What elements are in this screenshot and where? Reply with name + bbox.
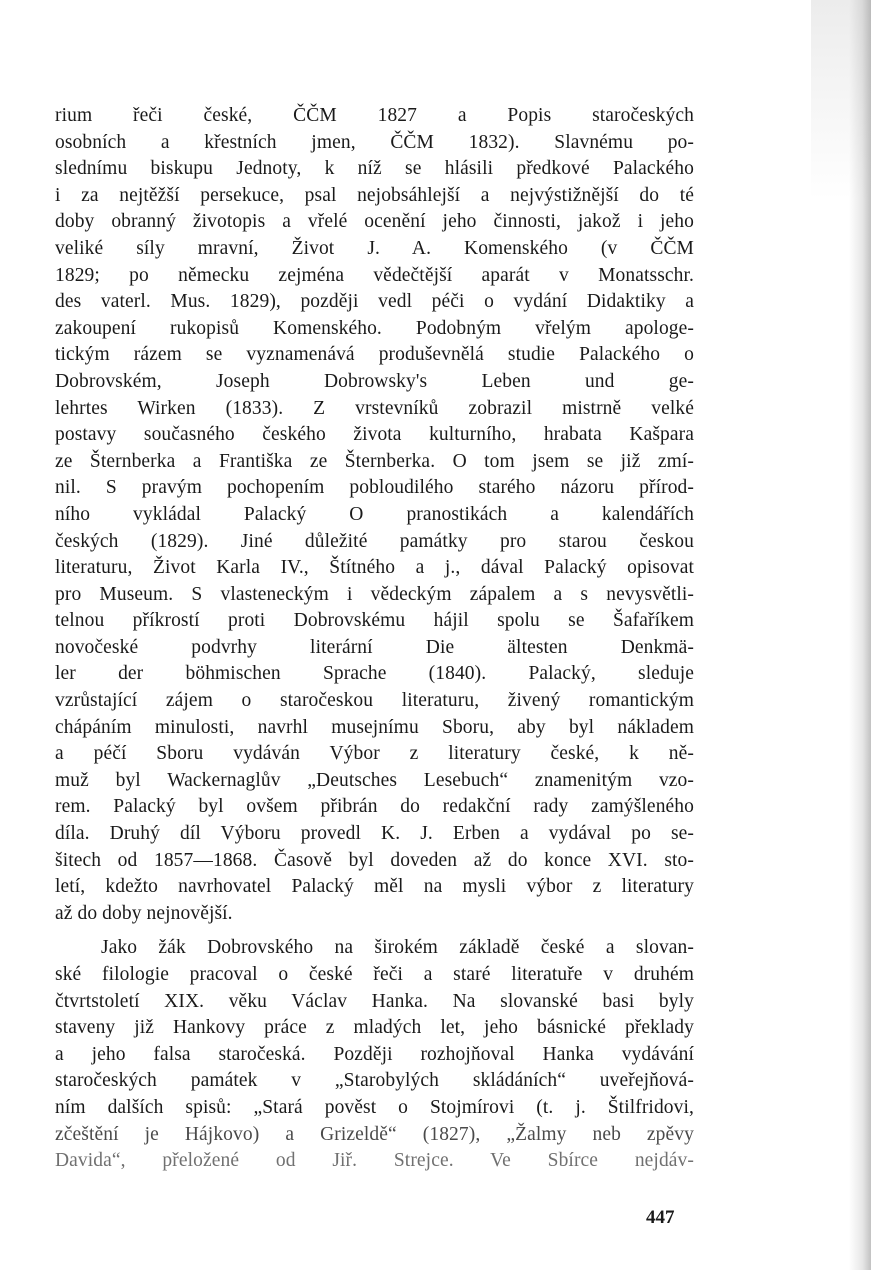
page-number: 447 [646,1207,675,1228]
text-line-2: osobních a křestních jmen, ČČM 1832). Slavnému po- [55,131,694,153]
text-line-37: staročeských památek v „Starobylých skládáních“ uveřejňová- [55,1070,694,1092]
text-line-26: muž byl Wackernaglův „Deutsches Lesebuch“ znamenitým vzo- [55,769,694,791]
page-corner-shadow [811,0,871,200]
text-line-31: až do doby nejnovější. [55,902,233,924]
text-line-33: ské filologie pracoval o české řeči a staré literatuře v druhém [55,964,694,985]
text-line-24: chápáním minulosti, navrhl musejnímu Sboru, aby byl nákladem [55,716,694,738]
text-line-39: zčeštění je Hájkovo) a Grizeldě“ (1827), „Žalmy neb zpěvy [55,1123,694,1145]
text-line-12: lehrtes Wirken (1833). Z vrstevníků zobrazil mistrně velké [55,397,694,419]
text-line-38: ním dalších spisů: „Stará pověst o Stojmírovi (t. j. Štilfridovi, [55,1096,694,1118]
text-line-20: telnou příkrostí proti Dobrovskému hájil spolu se Šafaříkem [55,610,694,632]
text-line-19: pro Museum. S vlasteneckým i vědeckým zápalem a s nevysvětli- [55,583,694,605]
text-line-6: veliké síly mravní, Život J. A. Komenského (v ČČM [55,237,694,259]
text-line-4: i za nejtěžší persekuce, psal nejobsáhlejší a nejvýstižnější do té [55,184,694,206]
text-line-27: rem. Palacký byl ovšem přibrán do redakční rady zamýšleného [55,796,694,818]
text-line-18: literaturu, Život Karla IV., Štítného a j., dával Palacký opisovat [55,557,694,579]
text-line-8: des vaterl. Mus. 1829), později vedl péči o vydání Didaktiky a [55,291,694,313]
text-line-25: a péčí Sboru vydáván Výbor z literatury české, k ně- [55,743,694,765]
text-line-17: českých (1829). Jiné důležité památky pro starou českou [55,530,694,552]
text-line-1: rium řeči české, ČČM 1827 a Popis staročeských [55,105,694,126]
text-line-22: ler der böhmischen Sprache (1840). Palacký, sleduje [55,663,694,685]
text-line-32: Jako žák Dobrovského na širokém základě české a slovan- [101,937,694,959]
text-line-40: Davida“, přeložené od Jiř. Strejce. Ve Sbírce nejdáv- [55,1150,694,1172]
text-line-35: staveny již Hankovy práce z mladých let, jeho básnické překlady [55,1017,694,1039]
text-line-21: novočeské podvrhy literární Die ältesten Denkmä- [55,636,694,658]
text-line-34: čtvrtstoletí XIX. věku Václav Hanka. Na slovanské basi byly [55,990,694,1012]
text-line-30: letí, kdežto navrhovatel Palacký měl na mysli výbor z literatury [55,876,694,898]
text-line-28: díla. Druhý díl Výboru provedl K. J. Erben a vydával po se- [55,823,694,845]
text-line-29: šitech od 1857—1868. Časově byl doveden až do konce XVI. sto- [55,849,694,871]
text-line-11: Dobrovském, Joseph Dobrowsky's Leben und ge- [55,370,694,392]
body-text [55,103,694,1175]
text-line-9: zakoupení rukopisů Komenského. Podobným vřelým apologe- [55,317,694,339]
text-line-15: nil. S pravým pochopením pobloudilého starého názoru přírod- [55,477,694,499]
text-line-36: a jeho falsa staročeská. Později rozhojňoval Hanka vydávání [55,1043,694,1065]
text-line-5: doby obranný životopis a vřelé ocenění jeho činnosti, jakož i jeho [55,211,694,233]
text-line-10: tickým rázem se vyznamenává produševnělá studie Palackého o [55,344,694,366]
text-line-23: vzrůstající zájem o staročeskou literaturu, živený romantickým [55,690,694,712]
text-line-7: 1829; po německu zejména vědečtější aparát v Monatsschr. [55,264,694,286]
text-line-13: postavy současného českého života kulturního, hrabata Kašpara [55,424,694,446]
text-line-16: ního vykládal Palacký O pranostikách a kalendářích [55,503,694,525]
text-line-3: slednímu biskupu Jednoty, k níž se hlásili předkové Palackého [55,158,694,180]
text-line-14: ze Šternberka a Františka ze Šternberka. O tom jsem se již zmí- [55,450,694,472]
